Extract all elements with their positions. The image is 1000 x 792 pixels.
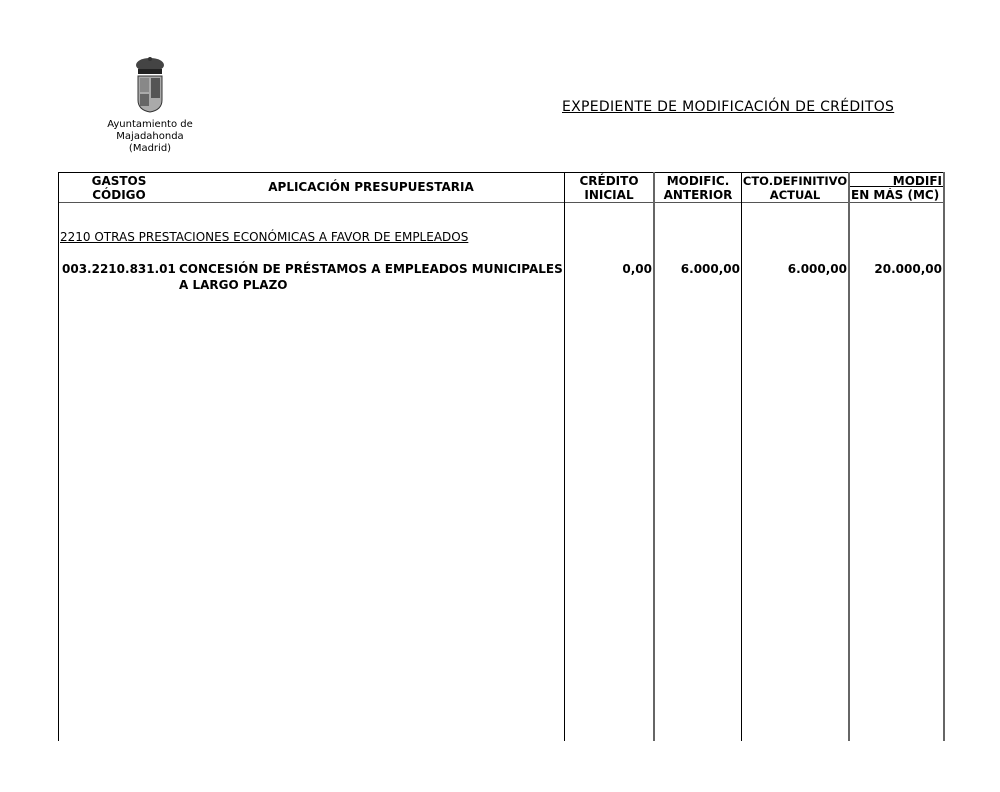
row-codigo: 003.2210.831.01 bbox=[62, 262, 176, 276]
group-heading: 2210 OTRAS PRESTACIONES ECONÓMICAS A FAVOR DE EMPLEADOS bbox=[60, 230, 469, 244]
col-divider-left bbox=[58, 172, 59, 741]
organization-name bbox=[90, 119, 210, 155]
col-divider-aplicacion bbox=[564, 172, 565, 741]
col-divider-modific bbox=[741, 172, 742, 741]
header-credito-line2: INICIAL bbox=[584, 188, 634, 202]
header-modific-line1: MODIFIC. bbox=[666, 174, 730, 188]
header-modific-line2: ANTERIOR bbox=[663, 188, 733, 202]
row-credito-inicial: 0,00 bbox=[622, 262, 652, 276]
row-aplicacion-line1: CONCESIÓN DE PRÉSTAMOS A EMPLEADOS MUNICIPALES bbox=[179, 262, 563, 276]
document-title: EXPEDIENTE DE MODIFICACIÓN DE CRÉDITOS bbox=[562, 99, 895, 115]
col-divider-cto bbox=[848, 172, 850, 741]
header-aplicacion: APLICACIÓN PRESUPUESTARIA bbox=[268, 180, 474, 194]
row-en-mas: 20.000,00 bbox=[874, 262, 942, 276]
header-modific-group: MODIFI bbox=[892, 174, 942, 188]
col-divider-credito bbox=[653, 172, 655, 741]
header-cto-line1: CTO.DEFINITIVO bbox=[742, 174, 848, 188]
header-codigo-line1: GASTOS bbox=[91, 174, 147, 188]
header-codigo-line2: CÓDIGO bbox=[92, 188, 146, 202]
org-line-3: (Madrid) bbox=[128, 143, 172, 154]
header-bottom-border bbox=[58, 202, 945, 203]
row-modific-anterior: 6.000,00 bbox=[680, 262, 740, 276]
org-line-2: Majadahonda bbox=[116, 131, 184, 142]
header-credito-inicial bbox=[565, 174, 653, 202]
header-credito-line1: CRÉDITO bbox=[579, 174, 639, 188]
col-divider-right bbox=[943, 172, 945, 741]
header-en-mas: EN MÁS (MC) bbox=[851, 188, 940, 202]
header-modific-anterior bbox=[655, 174, 741, 202]
header-codigo bbox=[60, 174, 178, 202]
row-cto-definitivo: 6.000,00 bbox=[787, 262, 847, 276]
table-top-border bbox=[58, 172, 945, 173]
org-line-1: Ayuntamiento de bbox=[107, 119, 193, 130]
row-aplicacion-line2: A LARGO PLAZO bbox=[179, 278, 288, 292]
header-cto-definitivo bbox=[742, 174, 848, 202]
header-cto-line2: ACTUAL bbox=[769, 188, 821, 202]
coat-of-arms-logo bbox=[130, 56, 170, 114]
